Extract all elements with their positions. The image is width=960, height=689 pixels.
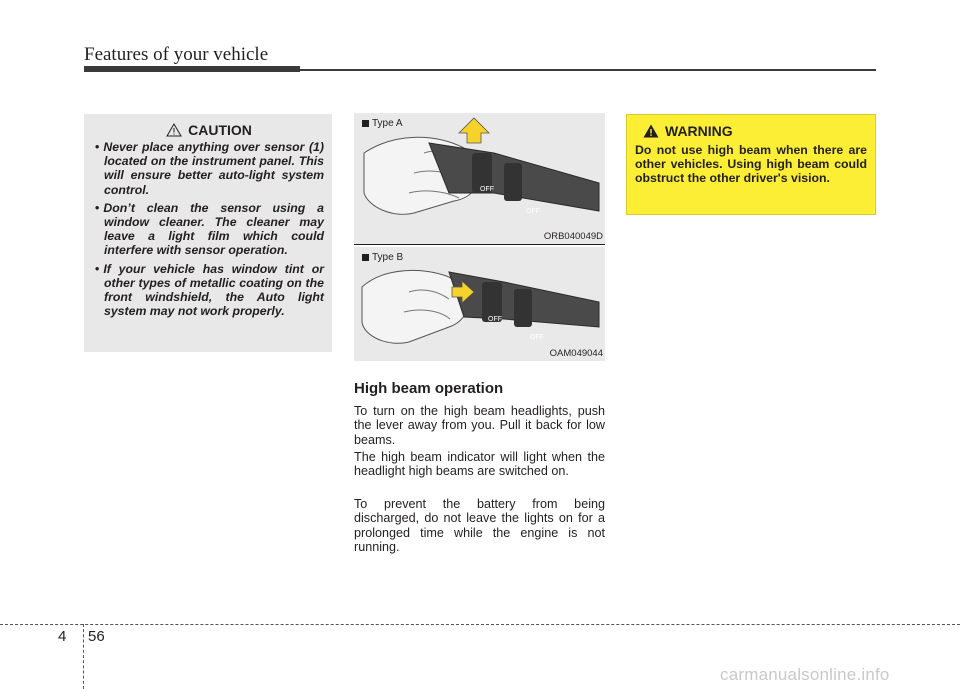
footer-vertical-divider — [83, 624, 84, 689]
body-paragraph: The high beam indicator will light when the headlight high beams are switched on. — [354, 450, 605, 479]
footer-divider — [0, 624, 960, 625]
warning-box — [626, 114, 876, 215]
lever-off-text: OFF — [480, 186, 494, 193]
caution-title: CAUTION — [188, 122, 252, 138]
header-rule-thin — [300, 69, 876, 71]
body-paragraph: To turn on the high beam headlights, push the lever away from you. Pull it back for low beams. — [354, 404, 605, 447]
caution-item: • Never place anything over sensor (1) located on the instrument panel. This will ensure better auto-light system control. — [94, 140, 324, 197]
figure-divider — [354, 244, 605, 245]
chapter-number: 4 — [58, 628, 67, 645]
warning-triangle-filled-icon — [643, 124, 659, 138]
caution-list — [94, 140, 324, 318]
figure-type-a — [354, 113, 605, 244]
page-header-title: Features of your vehicle — [84, 44, 269, 65]
lever-off-text: OFF — [488, 316, 502, 323]
push-arrow-icon — [459, 118, 489, 143]
caution-item: • If your vehicle has window tint or other types of metallic coating on the front windshield, the Auto light system may not work properly. — [94, 262, 324, 319]
figure-code: ORB040049D — [543, 231, 603, 242]
watermark: carmanualsonline.info — [720, 665, 890, 684]
page-number: 56 — [88, 628, 105, 645]
caution-box — [84, 114, 332, 352]
figure-type-b — [354, 247, 605, 361]
lever-off-text: OFF — [526, 208, 540, 215]
section-title: High beam operation — [354, 380, 504, 397]
figure-code: OAM049044 — [549, 348, 603, 359]
warning-text: Do not use high beam when there are other vehicles. Using high beam could obstruct the other driver's vision. — [635, 143, 867, 186]
figure-label: Type B — [362, 252, 403, 263]
header-rule-thick — [84, 66, 300, 72]
body-paragraph: To prevent the battery from being discharged, do not leave the lights on for a prolonged time while the engine is not running. — [354, 497, 605, 555]
warning-triangle-outline-icon — [166, 123, 182, 137]
figure-label: Type A — [362, 118, 403, 129]
lever-illustration-type-b — [354, 247, 605, 361]
caution-item: • Don’t clean the sensor using a window cleaner. The cleaner may leave a light film which could interfere with sensor operation. — [94, 201, 324, 258]
warning-title: WARNING — [665, 123, 733, 139]
lever-off-text: OFF — [530, 334, 544, 341]
lever-illustration-type-a — [354, 113, 605, 244]
